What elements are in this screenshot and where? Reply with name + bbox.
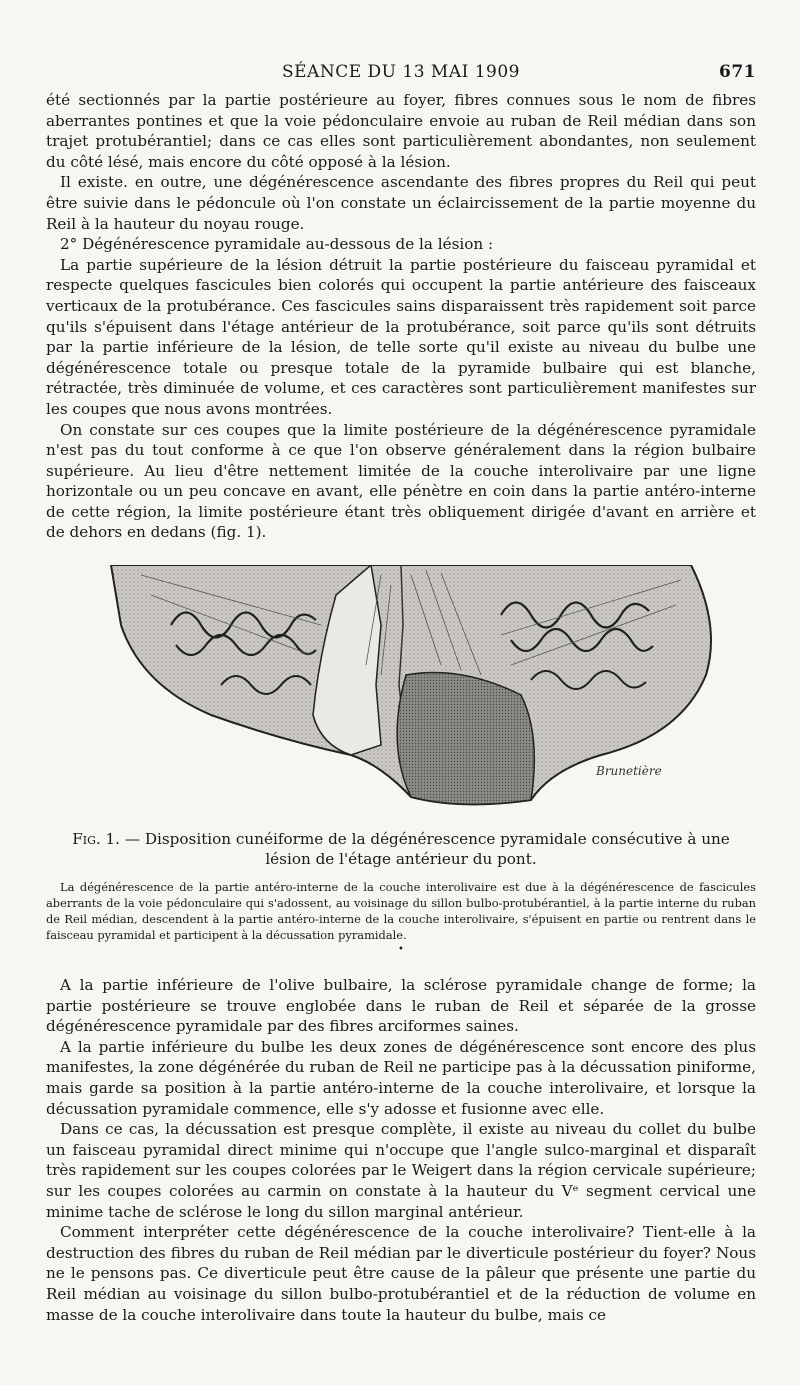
- separator-mark: •: [398, 944, 404, 956]
- page: [46, 62, 756, 1325]
- paragraph: On constate sur ces coupes que la limite postérieure de la dégénérescence pyramidale n'est pas du tout conforme à ce que l'on observe généralement dans la région bulbaire supérieure. Au lieu d'être nettement limitée de la couche interolivaire par une ligne horizontale ou un peu concave en avant, elle pénètre en coin dans la partie antéro-interne de cette région, la limite postérieure étant très obliquement dirigée d'avant en arrière et de dehors en dedans (fig. 1).: [46, 420, 756, 542]
- paragraph: Comment interpréter cette dégénérescence de la couche interolivaire? Tient-elle à la destruction des fibres du ruban de Reil médian par le diverticule postérieur du foyer? Nous ne le pensons pas. Ce diverticule peut être cause de la pâleur que présente une partie du Reil médian au voisinage du sillon bulbo-protubérantiel et de la réduction de volume en masse de la couche interolivaire dans toute la hauteur du bulbe, mais ce: [46, 1223, 756, 1324]
- paragraph: La partie supérieure de la lésion détruit la partie postérieure du faisceau pyramidal et respecte quelques fascicules bien colorés qui occupent la partie antérieure des faisceaux verticaux de la protubérance. Ces fascicules sains disparaissent très rapidement soit parce qu'ils s'épuisent dans l'étage antérieur de la protubérance, soit parce qu'ils sont détruits par la partie inférieure de la lésion, de telle sorte qu'il existe au niveau du bulbe une dégénérescence totale ou presque totale de la pyramide bulbaire qui est blanche, rétractée, très diminuée de volume, et ces caractères sont particulièrement manifestes sur les coupes que nous avons montrées.: [46, 255, 756, 418]
- artist-signature: Brunetière: [596, 764, 662, 779]
- text-block-top: [46, 90, 756, 543]
- text-block-bottom: [46, 975, 756, 1325]
- figure-illustration: [81, 565, 721, 815]
- figure-note: La dégénérescence de la partie antéro-interne de la couche interolivaire est due à la dégénérescence de fascicules aberrants de la voie pédonculaire qui s'adossent, au voisinage du sillon bulbo-protubérantiel, à la partie interne du ruban de Reil médian, descendent à la partie antéro-interne de la couche interolivaire, s'épuisent en partie ou rentrent dans le faisceau pyramidal et participent à la décussation pyramidale.: [46, 880, 756, 943]
- figure-caption: [56, 829, 746, 869]
- running-header: [46, 62, 756, 90]
- paragraph: A la partie inférieure du bulbe les deux zones de dégénérescence sont encore des plus manifestes, la zone dégénérée du ruban de Reil ne participe pas à la décussation piniforme, mais garde sa position à la partie antéro-interne de la couche interolivaire, et lorsque la décussation pyramidale commence, elle s'y adosse et fusionne avec elle.: [46, 1037, 756, 1118]
- paragraph: Dans ce cas, la décussation est presque complète, il existe au niveau du collet du bulbe un faisceau pyramidal direct minime qui n'occupe que l'angle sulco-marginal et disparaît très rapidement sur les coupes colorées par le Weigert dans la région cervicale supérieure; sur les coupes colorées au carmin on constate à la hauteur du Vᵉ segment cervical une minime tache de sclérose le long du sillon marginal antérieur.: [46, 1120, 756, 1221]
- brainstem-section-drawing: [81, 565, 721, 815]
- section-heading: 2° Dégénérescence pyramidale au-dessous de la lésion :: [60, 235, 494, 254]
- paragraph: été sectionnés par la partie postérieure au foyer, fibres connues sous le nom de fibres aberrantes pontines et que la voie pédonculaire envoie au ruban de Reil médian dans son trajet protubérantiel; dans ce cas elles sont particulièrement abondantes, non seulement du côté lésé, mais encore du côté opposé à la lésion.: [46, 91, 756, 171]
- page-number: 671: [719, 62, 756, 82]
- running-title: SÉANCE DU 13 MAI 1909: [282, 62, 520, 82]
- paragraph: A la partie inférieure de l'olive bulbaire, la sclérose pyramidale change de forme; la partie postérieure se trouve englobée dans le ruban de Reil et séparée de la grosse dégénérescence pyramidale par des fibres arciformes saines.: [46, 976, 756, 1036]
- paragraph: Il existe. en outre, une dégénérescence ascendante des fibres propres du Reil qui peut être suivie dans le pédoncule où l'on constate un éclaircissement de la partie moyenne du Reil à la hauteur du noyau rouge.: [46, 173, 756, 233]
- figure-caption-text: — Disposition cunéiforme de la dégénérescence pyramidale consécutive à une lésion de l'étage antérieur du pont.: [124, 830, 730, 869]
- figure-label: Fig. 1.: [72, 830, 121, 849]
- healthy-pyramid: [397, 673, 534, 805]
